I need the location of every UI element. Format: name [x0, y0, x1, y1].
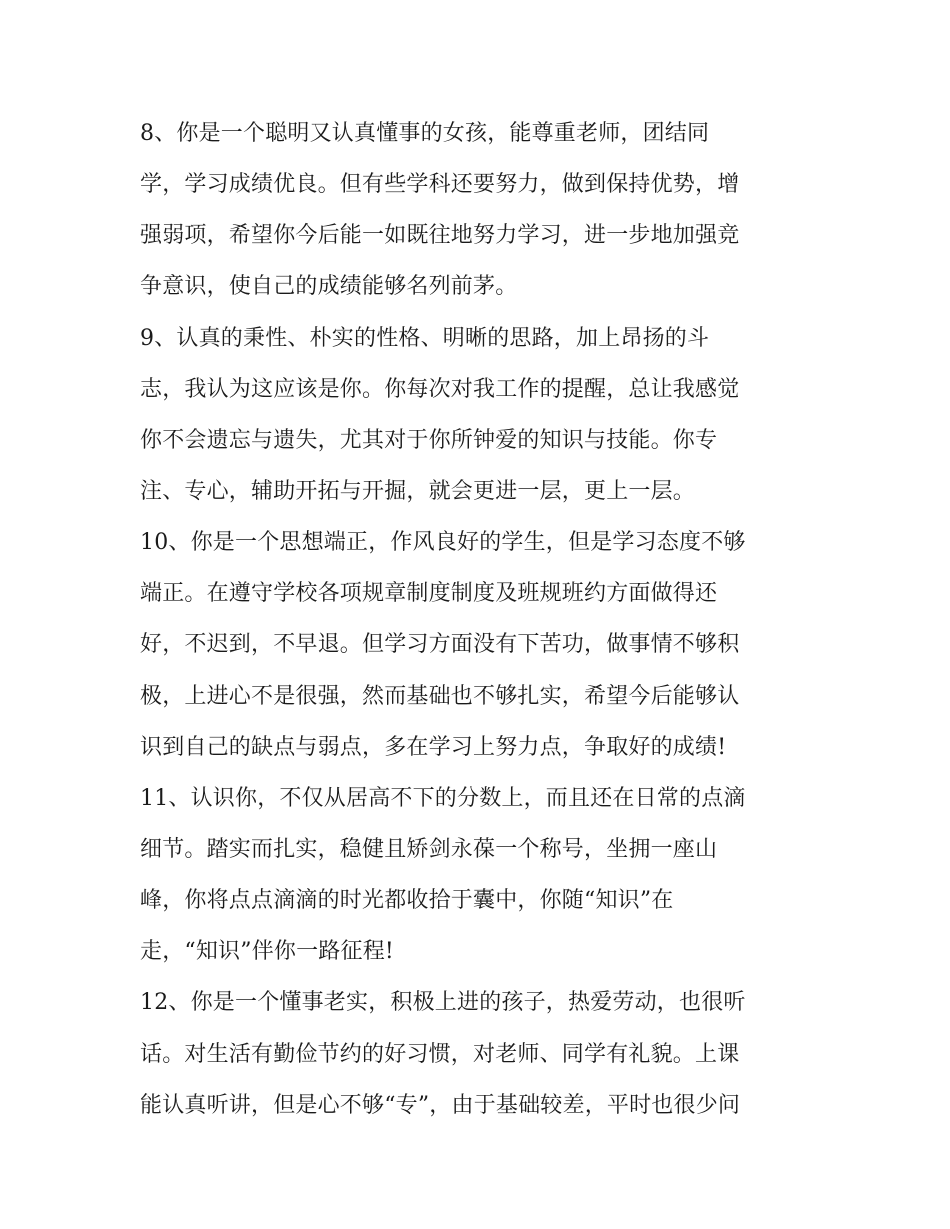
- text-line: 强弱项，希望你今后能一如既往地努力学习，进一步地加强竞: [140, 223, 740, 249]
- text-line: 8、你是一个聪明又认真懂事的女孩，能尊重老师，团结同: [140, 121, 710, 146]
- text-line: 12、你是一个懂事老实，积极上进的孩子，热爱劳动，也很听: [140, 990, 746, 1016]
- text-line: 好，不迟到，不早退。但学习方面没有下苦功，做事情不够积: [140, 632, 740, 658]
- text-line: 端正。在遵守学校各项规章制度制度及班规班约方面做得还: [140, 581, 718, 607]
- text-line: 11、认识你，不仅从居高不下的分数上，而且还在日常的点滴: [140, 785, 746, 811]
- text-line: 细节。踏实而扎实，稳健且矫剑永葆一个称号，坐拥一座山: [140, 836, 718, 862]
- text-line: 10、你是一个思想端正，作风良好的学生，但是学习态度不够: [140, 530, 746, 556]
- text-line: 能认真听讲，但是心不够“专”，由于基础较差，平时也很少问: [140, 1092, 741, 1118]
- text-line: 走，“知识”伴你一路征程!: [140, 939, 394, 965]
- text-line: 志，我认为这应该是你。你每次对我工作的提醒，总让我感觉: [140, 376, 740, 402]
- text-line: 注、专心，辅助开拓与开掘，就会更进一层，更上一层。: [140, 478, 696, 504]
- text-line: 争意识，使自己的成绩能够名列前茅。: [140, 274, 518, 300]
- text-line: 话。对生活有勤俭节约的好习惯，对老师、同学有礼貌。上课: [140, 1041, 740, 1067]
- text-line: 你不会遗忘与遗失，尤其对于你所钟爱的知识与技能。你专: [140, 427, 718, 453]
- text-line: 识到自己的缺点与弱点，多在学习上努力点，争取好的成绩!: [140, 734, 727, 760]
- text-line: 极，上进心不是很强，然而基础也不够扎实，希望今后能够认: [140, 683, 740, 709]
- document-body: [140, 108, 830, 1131]
- text-line: 9、认真的秉性、朴实的性格、明晰的思路，加上昂扬的斗: [140, 325, 710, 351]
- text-line: 峰，你将点点滴滴的时光都收拾于囊中，你随“知识”在: [140, 888, 674, 914]
- text-line: 学，学习成绩优良。但有些学科还要努力，做到保持优势，增: [140, 172, 740, 198]
